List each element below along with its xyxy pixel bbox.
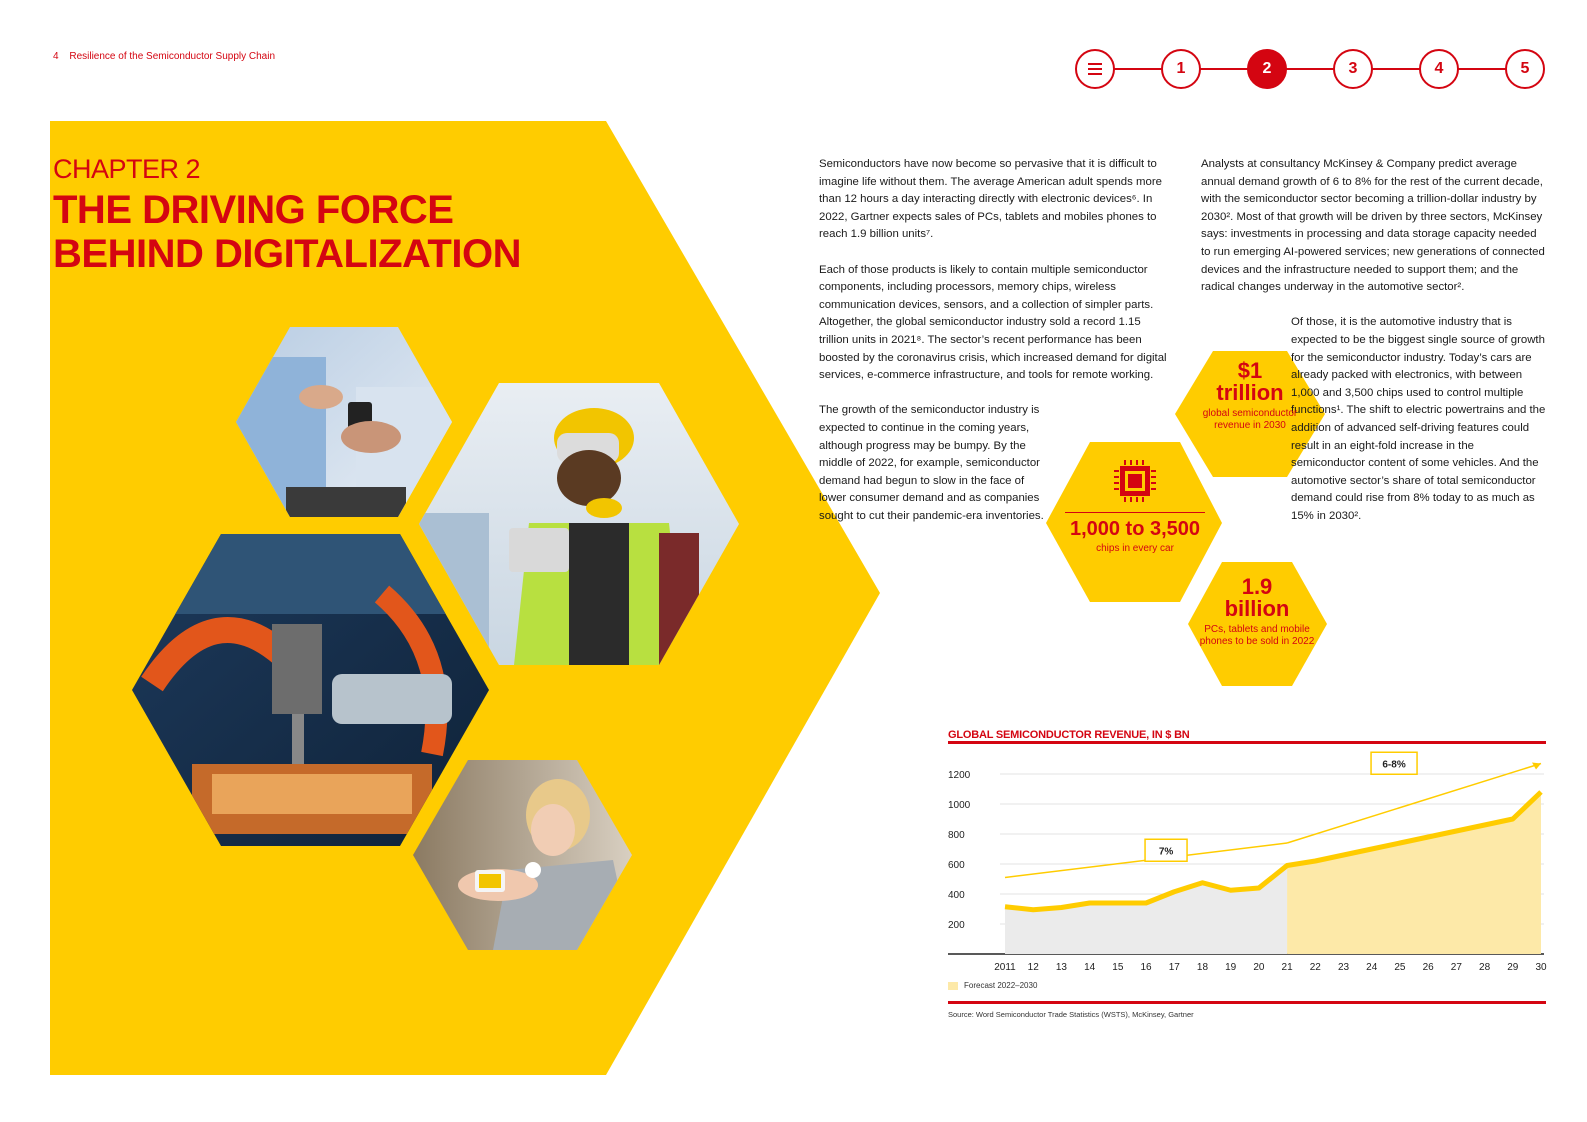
- y-tick-label: 200: [948, 920, 965, 931]
- x-tick-label: 26: [1422, 962, 1434, 973]
- y-tick-label: 1000: [948, 800, 971, 811]
- x-tick-label: 22: [1309, 962, 1321, 973]
- x-tick-label: 20: [1253, 962, 1265, 973]
- stat-caption: chips in every car: [1096, 543, 1174, 554]
- x-tick-label: 30: [1535, 962, 1547, 973]
- forecast-area: [1287, 792, 1541, 954]
- nav-chapter-5[interactable]: 5: [1505, 49, 1545, 89]
- nav-chapter-3[interactable]: 3: [1333, 49, 1373, 89]
- chart-rule-bottom: [948, 1001, 1546, 1004]
- stat-figure: billion: [1224, 596, 1290, 621]
- x-tick-label: 2011: [994, 962, 1016, 973]
- x-tick-label: 19: [1225, 962, 1237, 973]
- stat-caption: global semiconductor revenue in 2030: [1202, 408, 1298, 431]
- x-tick-label: 25: [1394, 962, 1406, 973]
- x-tick-label: 21: [1281, 962, 1293, 973]
- x-tick-label: 14: [1084, 962, 1096, 973]
- paragraph: Analysts at consultancy McKinsey & Company predict average annual demand growth of 6 to 8% for the rest of the current decade, with the semiconductor sector becoming a trillion-dollar industry by 2030². Most of that growth will be driven by three sectors, McKinsey says: investments in processing and data storage capacity needed to run emerging AI-powered services; new generations of connected devices and the infrastructure needed to support them; and the radical changes underway in the automotive sector².: [1201, 158, 1545, 294]
- chapter-kicker: CHAPTER 2: [53, 154, 201, 184]
- stat-figure: $1: [1237, 358, 1263, 383]
- revenue-chart: [948, 750, 1548, 980]
- paragraph: Each of those products is likely to contain multiple semiconductor components, including processors, memory chips, wireless communication devices, sensors, and a collection of simpler parts. Altogether, the global semiconductor industry sold a record 1.15 trillion units in 2021⁸. The sector’s recent performance has been boosted by the coronavirus crisis, which increased demand for digital services, e-commerce infrastructure, and tools for remote working.: [819, 263, 1167, 382]
- chart-legend: [948, 981, 1037, 990]
- girl-glucose-monitor-photo: [413, 760, 632, 950]
- chapter-title: [53, 188, 573, 276]
- y-tick-label: 1200: [948, 770, 971, 781]
- chapter-title-line-1: THE DRIVING FORCE: [53, 188, 454, 232]
- stat-divider: [1065, 512, 1205, 513]
- legend-swatch-forecast: [948, 982, 958, 990]
- x-tick-label: 18: [1196, 962, 1209, 973]
- page-running-title: Resilience of the Semiconductor Supply Chain: [69, 51, 276, 62]
- x-tick-label: 17: [1168, 962, 1180, 973]
- x-tick-label: 28: [1479, 962, 1491, 973]
- x-tick-label: 27: [1450, 962, 1462, 973]
- y-tick-label: 400: [948, 890, 965, 901]
- nav-chapter-4[interactable]: 4: [1419, 49, 1459, 89]
- chart-source: Source: Word Semiconductor Trade Statistics (WSTS), McKinsey, Gartner: [948, 1010, 1194, 1019]
- nav-chapter-1[interactable]: 1: [1161, 49, 1201, 89]
- trend-label: 7%: [1158, 846, 1174, 858]
- x-tick-label: 29: [1507, 962, 1519, 973]
- stat-trillion: [1190, 360, 1310, 432]
- body-column-right: [1201, 156, 1546, 525]
- stat-caption: PCs, tablets and mobile phones to be sold in 2022: [1199, 624, 1315, 647]
- nav-chapter-2[interactable]: 2: [1247, 49, 1287, 89]
- stat-billion: [1197, 576, 1317, 648]
- stat-figure: 1,000 to 3,500: [1069, 518, 1201, 540]
- chip-icon: [1112, 458, 1158, 504]
- paragraph: Semiconductors have now become so pervasive that it is difficult to imagine life without them. The average American adult spends more than 12 hours a day interacting directly with electronic devices⁶. In 2022, Gartner expects sales of PCs, tablets and mobiles phones to reach 1.9 billion units⁷.: [819, 158, 1162, 241]
- x-tick-label: 23: [1337, 962, 1350, 973]
- stat-chips: [1060, 458, 1210, 555]
- page-number: 4: [53, 51, 59, 62]
- chapter-title-line-2: BEHIND DIGITALIZATION: [53, 232, 521, 276]
- x-tick-label: 24: [1366, 962, 1378, 973]
- stat-figure: 1.9: [1241, 574, 1273, 599]
- chart-title: GLOBAL SEMICONDUCTOR REVENUE, IN $ BN: [948, 729, 1190, 741]
- trend-label: 6-8%: [1382, 759, 1406, 771]
- legend-label: Forecast 2022–2030: [964, 981, 1038, 990]
- x-tick-label: 12: [1027, 962, 1039, 973]
- paragraph: Of those, it is the automotive industry that is expected to be the biggest single source of growth for the semiconductor industry. Today’s cars are already packed with electronics, with between 1,000 and 3,500 chips used to control multiple functions¹. The shift to electric powertrains and the addition of advanced self-driving features could result in an eight-fold increase in the semiconductor content of some vehicles. And the automotive sector’s share of total semiconductor demand could rise from 8% today to as much as 15% in 2030².: [1291, 316, 1546, 522]
- chart-rule-top: [948, 741, 1546, 744]
- x-tick-label: 13: [1055, 962, 1067, 973]
- y-tick-label: 800: [948, 830, 965, 841]
- stat-figure: trillion: [1216, 380, 1284, 405]
- paragraph: The growth of the semiconductor industry is expected to continue in the coming years, although progress may be bumpy. By the middle of 2022, for example, semiconductor demand had begun to slow in the face of lower consumer demand and as companies sought to cut their pandemic-era inventories.: [819, 404, 1044, 522]
- x-tick-label: 16: [1140, 962, 1152, 973]
- y-tick-label: 600: [948, 860, 965, 871]
- x-tick-label: 15: [1112, 962, 1124, 973]
